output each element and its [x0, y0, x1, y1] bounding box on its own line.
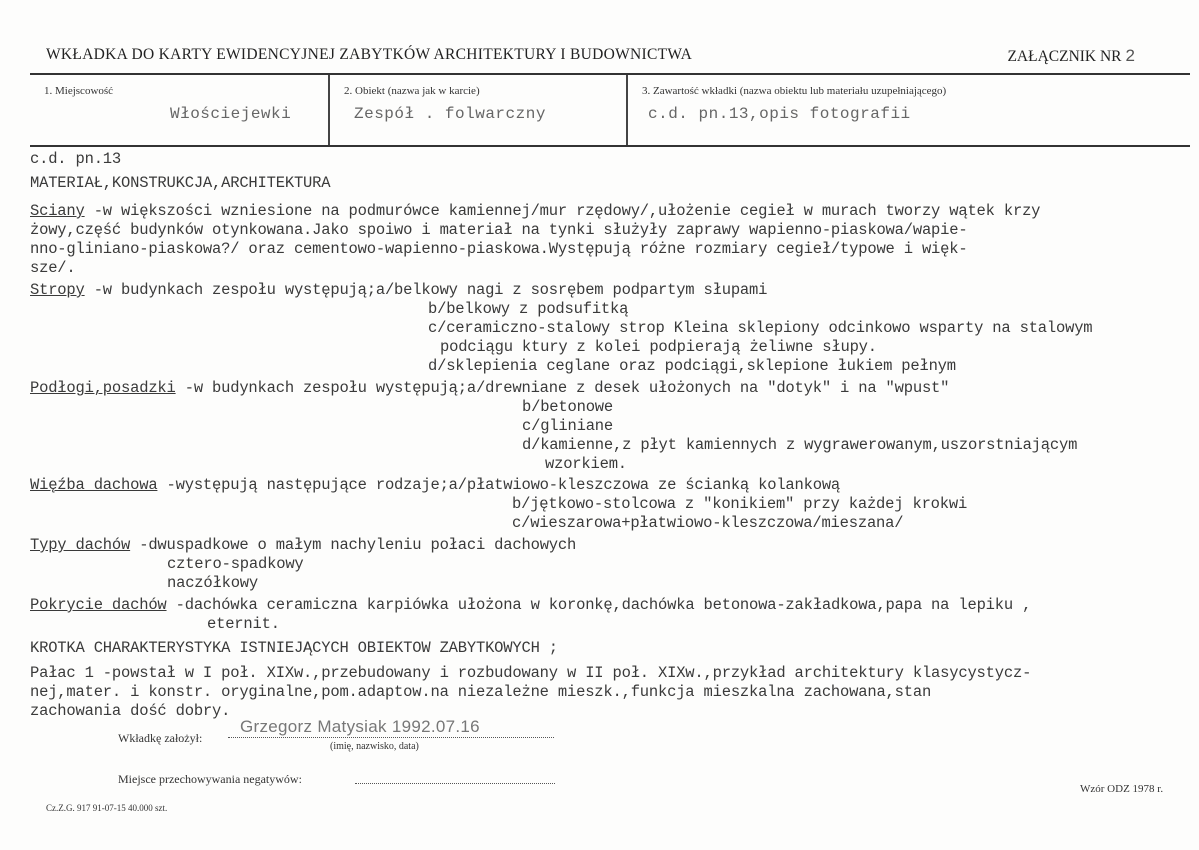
krotka-heading: KROTKA CHARAKTERYSTYKA ISTNIEJĄCYCH OBIEKTOW ZABYTKOWYCH ;: [30, 639, 558, 657]
field-miejscowosc-label: 1. Miejscowość: [44, 85, 114, 97]
wiezba-text-1: -występują następujące rodzaje;a/płatwiowo-kleszczowa ze ścianką kolankową: [157, 476, 841, 494]
field-miejscowosc: [30, 75, 328, 145]
annex-label-text: ZAŁĄCZNIK NR: [1007, 48, 1122, 65]
sciany-line-3: nno-gliniano-piaskowa?/ oraz cementowo-wapienno-piaskowa.Występują różne rozmiary cegieł/typowe i więk-: [30, 240, 968, 258]
stropy-text-1: -w budynkach zespołu występują;a/belkowy nagi z sosrębem podpartym słupami: [84, 281, 768, 299]
podlogi-line-4: d/kamienne,z płyt kamiennych z wygrawerowanym,uszorstniającym: [522, 436, 1078, 454]
pokrycie-line-2: eternit.: [207, 615, 280, 633]
header-fields-box: [30, 73, 1190, 147]
podlogi-line-3: c/gliniane: [522, 417, 614, 435]
zalozyl-line: [228, 737, 554, 738]
negatywy-label: Miejsce przechowywania negatywów:: [118, 772, 302, 786]
wiezba-label: Więźba dachowa: [30, 476, 158, 494]
sciany-text-1: -w większości wzniesione na podmurówce kamiennej/mur rzędowy/,ułożenie cegieł w murach tworzy wątek krzy: [84, 202, 1041, 220]
typy-label: Typy dachów: [30, 536, 131, 554]
zalozyl-label: Wkładkę założył:: [118, 731, 203, 745]
pokrycie-text-1: -dachówka ceramiczna karpiówka ułożona w koronkę,dachówka betonowa-zakładkowa,papa na lepiku ,: [166, 596, 1032, 614]
stropy-line-3: c/ceramiczno-stalowy strop Kleina sklepiony odcinkowo wsparty na stalowym: [428, 319, 1093, 337]
wiezba-line-2: b/jętkowo-stolcowa z "konikiem" przy każdej krokwi: [512, 495, 968, 513]
sciany-line-2: żowy,część budynków otynkowana.Jako spoiwo i materiał na tynki służyły zaprawy wapienno-piaskowa/wapie-: [30, 221, 968, 239]
stropy-line-2: b/belkowy z podsufitką: [428, 300, 629, 318]
section-title: MATERIAŁ,KONSTRUKCJA,ARCHITEKTURA: [30, 174, 331, 192]
sciany-line-4: sze/.: [30, 259, 76, 277]
wiezba-line-1: [30, 476, 840, 494]
podlogi-line-5: wzorkiem.: [545, 455, 627, 473]
form-title: WKŁADKA DO KARTY EWIDENCYJNEJ ZABYTKÓW ARCHITEKTURY I BUDOWNICTWA: [46, 46, 693, 63]
negatywy-line: [355, 783, 555, 784]
palac-line-1: Pałac 1 -powstał w I poł. XIXw.,przebudowany i rozbudowany w II poł. XIXw.,przykład architektury klasycystycz-: [30, 664, 1032, 682]
field-obiekt-value: Zespół . folwarczny: [354, 105, 546, 123]
field-zawartosc-label: 3. Zawartość wkładki (nazwa obiektu lub materiału uzupełniającego): [642, 85, 947, 97]
stropy-label: Stropy: [30, 281, 85, 299]
field-miejscowosc-value: Włościejewki: [170, 105, 292, 123]
field-zawartosc-value: c.d. pn.13,opis fotografii: [648, 105, 911, 123]
podlogi-line-2: b/betonowe: [522, 398, 614, 416]
typy-line-1: [30, 536, 576, 554]
podlogi-label: Podłogi,posadzki: [30, 379, 176, 397]
field-obiekt: [328, 75, 628, 145]
field-obiekt-label: 2. Obiekt (nazwa jak w karcie): [344, 85, 480, 97]
podlogi-text-1: -w budynkach zespołu występują;a/drewniane z desek ułożonych na "dotyk" i na "wpust": [175, 379, 950, 397]
wiezba-line-3: c/wieszarowa+płatwiowo-kleszczowa/mieszana/: [512, 514, 904, 532]
zalozyl-value: Grzegorz Matysiak 1992.07.16: [240, 717, 480, 736]
stropy-line-4: podciągu ktury z kolei podpierają żeliwne słupy.: [440, 338, 877, 356]
typy-text-1: -dwuspadkowe o małym nachyleniu połaci dachowych: [130, 536, 577, 554]
typy-line-3: naczółkowy: [167, 574, 259, 592]
continuation-note: c.d. pn.13: [30, 150, 122, 168]
field-zawartosc: [626, 75, 1190, 145]
pokrycie-label: Pokrycie dachów: [30, 596, 167, 614]
print-code: Cz.Z.G. 917 91-07-15 40.000 szt.: [46, 803, 168, 813]
sciany-line-1: [30, 202, 1040, 220]
annex-number: 2: [1125, 46, 1135, 65]
annex-label: [1007, 46, 1135, 66]
form-version: Wzór ODZ 1978 r.: [1080, 783, 1164, 795]
sciany-label: Sciany: [30, 202, 85, 220]
typy-line-2: cztero-spadkowy: [167, 555, 304, 573]
palac-line-3: zachowania dość dobry.: [30, 702, 231, 720]
pokrycie-line-1: [30, 596, 1031, 614]
podlogi-line-1: [30, 379, 949, 397]
stropy-line-1: [30, 281, 767, 299]
stropy-line-5: d/sklepienia ceglane oraz podciągi,sklepione łukiem pełnym: [428, 357, 956, 375]
zalozyl-caption: (imię, nazwisko, data): [330, 741, 419, 752]
palac-line-2: nej,mater. i konstr. oryginalne,pom.adaptow.na niezależne mieszk.,funkcja mieszkalna zachowana,stan: [30, 683, 932, 701]
